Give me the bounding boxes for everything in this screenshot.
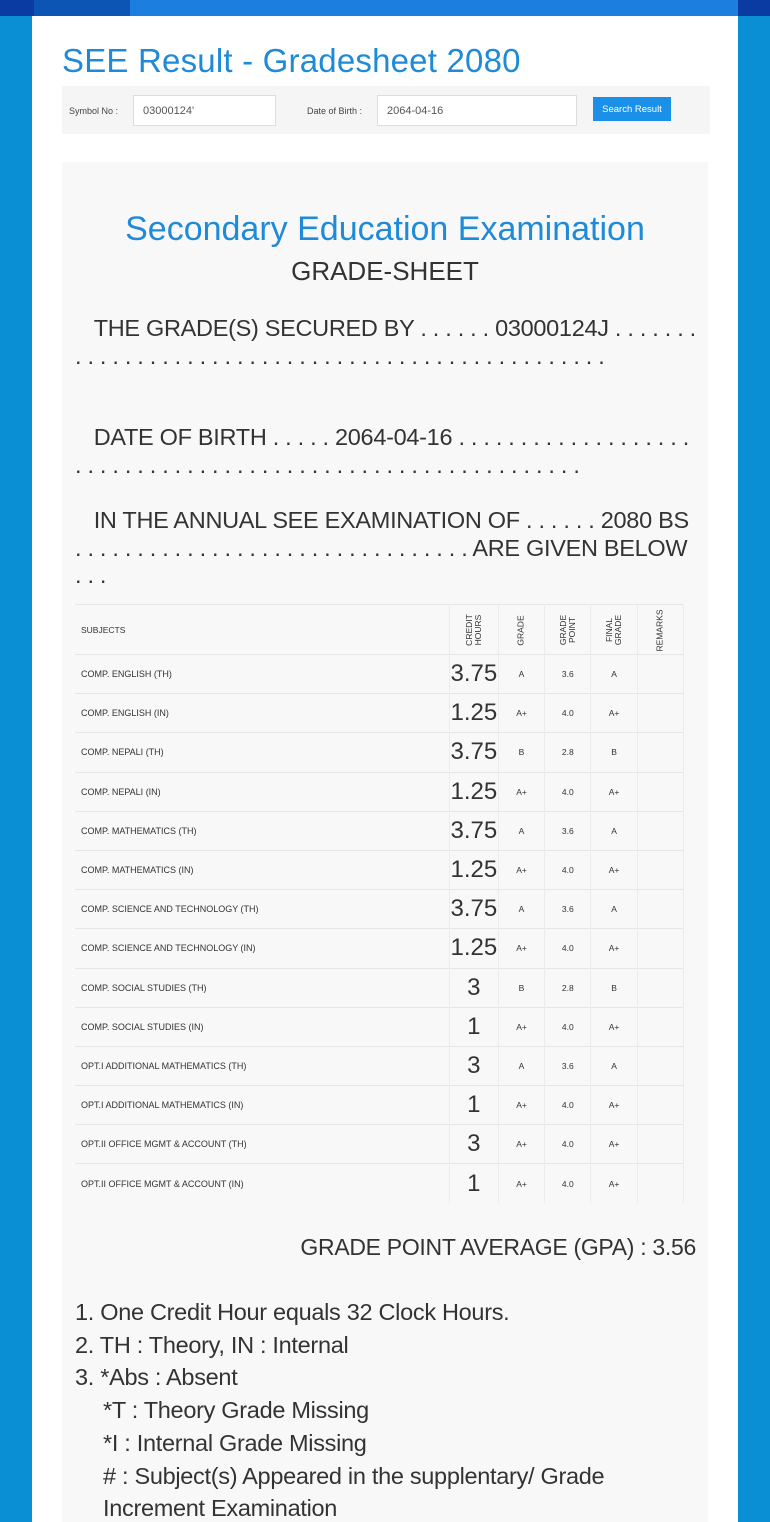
header-remarks-text: REMARKS — [654, 608, 665, 652]
grade-point-cell: 3.6 — [545, 1046, 591, 1085]
final-grade-cell: A+ — [591, 772, 637, 811]
table-row — [75, 772, 684, 811]
exam-line — [75, 507, 697, 590]
grade-sheet-title: GRADE-SHEET — [291, 256, 479, 286]
final-grade-cell: A — [591, 1046, 637, 1085]
credit-hours-cell: 3 — [449, 1046, 498, 1085]
grade-cell: A+ — [498, 1125, 544, 1164]
remarks-cell — [637, 1086, 683, 1125]
grade-cell: B — [498, 968, 544, 1007]
dob-label: Date of Birth : — [307, 106, 363, 116]
credit-hours-cell: 3 — [449, 968, 498, 1007]
dob-text: DATE OF BIRTH . . . . . 2064-04-16 . . . . . . . . . . . . . . . . . . . . . . . . . . . . . . . . . . . . . . . . . . . . . . . . . . . . . . . . . . . . — [75, 424, 689, 478]
grade-cell: A — [498, 655, 544, 694]
grade-cell: A+ — [498, 1007, 544, 1046]
credit-hours-cell: 3.75 — [449, 655, 498, 694]
grade-point-cell: 4.0 — [545, 1086, 591, 1125]
remarks-cell — [637, 1164, 683, 1203]
header-final-grade-text: FINAL GRADE — [604, 614, 624, 645]
header-grade-point-text: GRADE POINT — [557, 614, 577, 645]
secured-by-text: THE GRADE(S) SECURED BY . . . . . . 03000124J . . . . . . . . . . . . . . . . . . . . . . . . . . . . . . . . . . . . . . . . . . . . . . . . . . — [75, 315, 696, 369]
dob-input[interactable] — [377, 95, 577, 126]
grade-cell: A+ — [498, 1164, 544, 1203]
subject-cell: OPT.II OFFICE MGMT & ACCOUNT (TH) — [75, 1125, 449, 1164]
grade-cell: A+ — [498, 1086, 544, 1125]
credit-hours-cell: 1 — [449, 1007, 498, 1046]
header-remarks — [637, 605, 683, 655]
table-row — [75, 1125, 684, 1164]
table-row — [75, 1164, 684, 1203]
subject-cell: COMP. ENGLISH (TH) — [75, 655, 449, 694]
remarks-cell — [637, 811, 683, 850]
final-grade-cell: A — [591, 655, 637, 694]
table-row — [75, 733, 684, 772]
subject-cell: COMP. ENGLISH (IN) — [75, 694, 449, 733]
page-title: SEE Result - Gradesheet 2080 — [62, 42, 521, 79]
final-grade-cell: A+ — [591, 694, 637, 733]
note-item: *T : Theory Grade Missing — [103, 1397, 369, 1424]
dob-line — [75, 424, 697, 479]
header-credit-hours-text: CREDIT HOURS — [463, 613, 483, 646]
note-item: 1. One Credit Hour equals 32 Clock Hours. — [75, 1299, 510, 1325]
table-row — [75, 655, 684, 694]
final-grade-cell: B — [591, 968, 637, 1007]
remarks-cell — [637, 694, 683, 733]
grade-sheet — [62, 162, 708, 1522]
table-row — [75, 694, 684, 733]
note-item: # : Subject(s) Appeared in the supplentary/ Grade Increment Examination — [103, 1462, 605, 1522]
remarks-cell — [637, 850, 683, 889]
remarks-cell — [637, 929, 683, 968]
note-item: 3. *Abs : Absent — [75, 1364, 238, 1391]
table-row — [75, 929, 684, 968]
grade-point-cell: 4.0 — [545, 1007, 591, 1046]
top-bar-edge-left — [0, 0, 34, 16]
symbol-input[interactable] — [133, 95, 276, 126]
grade-cell: A — [498, 811, 544, 850]
remarks-cell — [637, 1007, 683, 1046]
search-result-button[interactable]: Search Result — [593, 97, 671, 121]
grade-point-cell: 4.0 — [545, 1164, 591, 1203]
table-row — [75, 968, 684, 1007]
final-grade-cell: B — [591, 733, 637, 772]
header-grade-text: GRADE — [516, 614, 527, 646]
exam-title: Secondary Education Examination — [125, 210, 645, 248]
grade-cell: B — [498, 733, 544, 772]
top-bar — [0, 0, 770, 16]
grade-cell: A+ — [498, 694, 544, 733]
note-item: 2. TH : Theory, IN : Internal — [75, 1331, 349, 1358]
table-row — [75, 1046, 684, 1085]
grade-point-cell: 4.0 — [545, 694, 591, 733]
grade-point-cell: 2.8 — [545, 968, 591, 1007]
result-card — [32, 16, 738, 1522]
header-grade-point — [545, 605, 591, 655]
subject-cell: COMP. NEPALI (IN) — [75, 772, 449, 811]
subject-cell: COMP. MATHEMATICS (TH) — [75, 811, 449, 850]
grade-point-cell: 4.0 — [545, 772, 591, 811]
remarks-cell — [637, 655, 683, 694]
credit-hours-cell: 1.25 — [449, 694, 498, 733]
final-grade-cell: A+ — [591, 1125, 637, 1164]
credit-hours-cell: 3.75 — [449, 733, 498, 772]
final-grade-cell: A — [591, 811, 637, 850]
subject-cell: COMP. NEPALI (TH) — [75, 733, 449, 772]
grade-cell: A — [498, 890, 544, 929]
top-bar-edge-right — [738, 0, 770, 16]
subject-cell: OPT.I ADDITIONAL MATHEMATICS (IN) — [75, 1086, 449, 1125]
note-item: *I : Internal Grade Missing — [103, 1429, 367, 1456]
table-row — [75, 1086, 684, 1125]
grade-point-cell: 3.6 — [545, 811, 591, 850]
header-final-grade — [591, 605, 637, 655]
credit-hours-cell: 1.25 — [449, 850, 498, 889]
final-grade-cell: A+ — [591, 1007, 637, 1046]
remarks-cell — [637, 772, 683, 811]
subject-cell: COMP. SOCIAL STUDIES (IN) — [75, 1007, 449, 1046]
gpa-line: GRADE POINT AVERAGE (GPA) : 3.56 — [300, 1234, 696, 1260]
credit-hours-cell: 3 — [449, 1125, 498, 1164]
remarks-cell — [637, 1046, 683, 1085]
symbol-label: Symbol No : — [69, 106, 119, 116]
subject-cell: COMP. SCIENCE AND TECHNOLOGY (TH) — [75, 890, 449, 929]
credit-hours-cell: 1 — [449, 1086, 498, 1125]
subject-cell: COMP. SCIENCE AND TECHNOLOGY (IN) — [75, 929, 449, 968]
subject-cell: OPT.II OFFICE MGMT & ACCOUNT (IN) — [75, 1164, 449, 1203]
exam-text: IN THE ANNUAL SEE EXAMINATION OF . . . . . . 2080 BS . . . . . . . . . . . . . . . . . . . . . . . . . . . . . . . . ARE GIVEN BELOW . . . — [75, 507, 689, 588]
header-grade — [498, 605, 544, 655]
credit-hours-cell: 1.25 — [449, 772, 498, 811]
table-row — [75, 811, 684, 850]
table-row — [75, 850, 684, 889]
final-grade-cell: A — [591, 890, 637, 929]
grade-table — [75, 604, 684, 1203]
table-header-row — [75, 605, 684, 655]
grade-point-cell: 4.0 — [545, 929, 591, 968]
remarks-cell — [637, 1125, 683, 1164]
subject-cell: OPT.I ADDITIONAL MATHEMATICS (TH) — [75, 1046, 449, 1085]
grade-cell: A+ — [498, 929, 544, 968]
credit-hours-cell: 3.75 — [449, 890, 498, 929]
credit-hours-cell: 1.25 — [449, 929, 498, 968]
remarks-cell — [637, 733, 683, 772]
final-grade-cell: A+ — [591, 929, 637, 968]
final-grade-cell: A+ — [591, 1086, 637, 1125]
grade-point-cell: 3.6 — [545, 890, 591, 929]
remarks-cell — [637, 890, 683, 929]
final-grade-cell: A+ — [591, 1164, 637, 1203]
final-grade-cell: A+ — [591, 850, 637, 889]
grade-cell: A+ — [498, 772, 544, 811]
search-form — [62, 86, 710, 134]
grade-cell: A+ — [498, 850, 544, 889]
remarks-cell — [637, 968, 683, 1007]
grade-point-cell: 4.0 — [545, 1125, 591, 1164]
subject-cell: COMP. SOCIAL STUDIES (TH) — [75, 968, 449, 1007]
credit-hours-cell: 3.75 — [449, 811, 498, 850]
credit-hours-cell: 1 — [449, 1164, 498, 1203]
table-row — [75, 890, 684, 929]
table-row — [75, 1007, 684, 1046]
header-credit-hours — [449, 605, 498, 655]
grade-cell: A — [498, 1046, 544, 1085]
grade-point-cell: 4.0 — [545, 850, 591, 889]
grade-point-cell: 3.6 — [545, 655, 591, 694]
header-subjects: SUBJECTS — [75, 605, 449, 655]
secured-by-line — [75, 315, 697, 370]
notes — [75, 1296, 697, 1522]
grade-point-cell: 2.8 — [545, 733, 591, 772]
subject-cell: COMP. MATHEMATICS (IN) — [75, 850, 449, 889]
